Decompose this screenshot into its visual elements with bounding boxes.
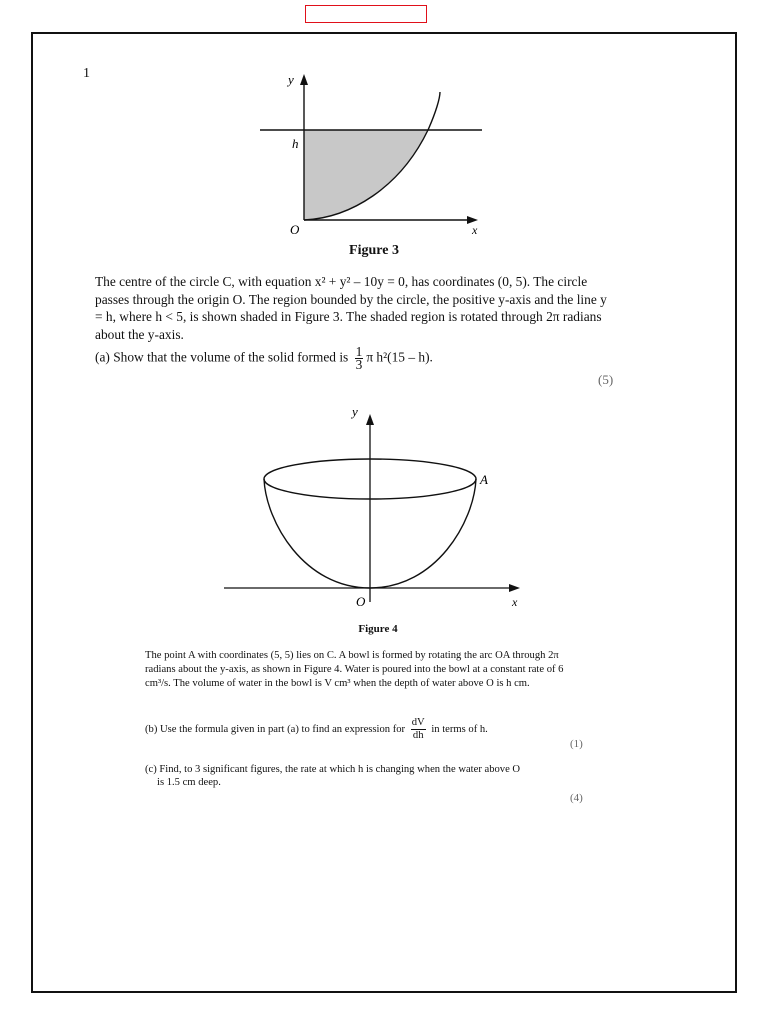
part-c-question xyxy=(145,763,585,789)
x-label: x xyxy=(472,223,478,237)
question-number: 1 xyxy=(83,66,90,81)
point-a-label: A xyxy=(480,472,488,487)
y-axis-arrow xyxy=(366,414,374,425)
origin-label: O xyxy=(290,222,300,237)
header-box xyxy=(305,5,427,23)
y-label: y xyxy=(352,404,358,419)
one-third-fraction xyxy=(355,346,364,371)
part-b-text-before: (b) Use the formula given in part (a) to find an expression for xyxy=(145,723,406,735)
part-a-text-after: π h²(15 – h). xyxy=(366,349,433,365)
y-label: y xyxy=(288,72,294,87)
part-b-text-after: in terms of h. xyxy=(431,723,488,735)
dv-dh-fraction xyxy=(411,717,426,742)
figure-3 xyxy=(250,66,500,246)
part-b-question xyxy=(145,717,575,742)
part-a-text-before: (a) Show that the volume of the solid formed is xyxy=(95,349,349,365)
fraction-numerator: 1 xyxy=(355,344,363,359)
h-label: h xyxy=(292,136,299,151)
marks-part-c: (4) xyxy=(570,792,583,804)
part-c-line-1: (c) Find, to 3 significant figures, the rate at which h is changing when the water above O xyxy=(145,764,521,775)
part-a-question xyxy=(95,346,615,371)
x-axis-arrow xyxy=(509,584,520,592)
marks-part-a: (5) xyxy=(598,372,614,387)
part-c-line-2: is 1.5 cm deep. xyxy=(157,777,221,788)
figure-4 xyxy=(220,402,540,612)
fraction-denominator: 3 xyxy=(355,357,363,372)
y-axis-arrow xyxy=(300,74,308,85)
shaded-region xyxy=(304,130,428,220)
origin-label: O xyxy=(356,594,366,609)
part-a-paragraph: The centre of the circle C, with equation x² + y² – 10y = 0, has coordinates (0, 5). The circle passes through the origin O. The region bounded by the circle, the positive y-axis and the line y = h, where h < 5, is shown shaded in Figure 3. The shaded region is rotated through 2π radians about the y-axis. xyxy=(95,274,607,342)
x-label: x xyxy=(512,595,518,609)
part-b-paragraph: The point A with coordinates (5, 5) lies on C. A bowl is formed by rotating the arc OA through 2π radians about the y-axis, as shown in Figure 4. Water is poured into the bowl at a constant rate of 6 cm³/s. The volume of water in the bowl is V cm³ when the depth of water above O is h cm. xyxy=(145,650,564,689)
figure-4-caption: Figure 4 xyxy=(358,623,398,635)
figure-3-caption: Figure 3 xyxy=(349,243,399,258)
fraction-numerator: dV xyxy=(411,717,425,728)
marks-part-b: (1) xyxy=(570,738,583,750)
fraction-denominator: dh xyxy=(412,730,424,741)
